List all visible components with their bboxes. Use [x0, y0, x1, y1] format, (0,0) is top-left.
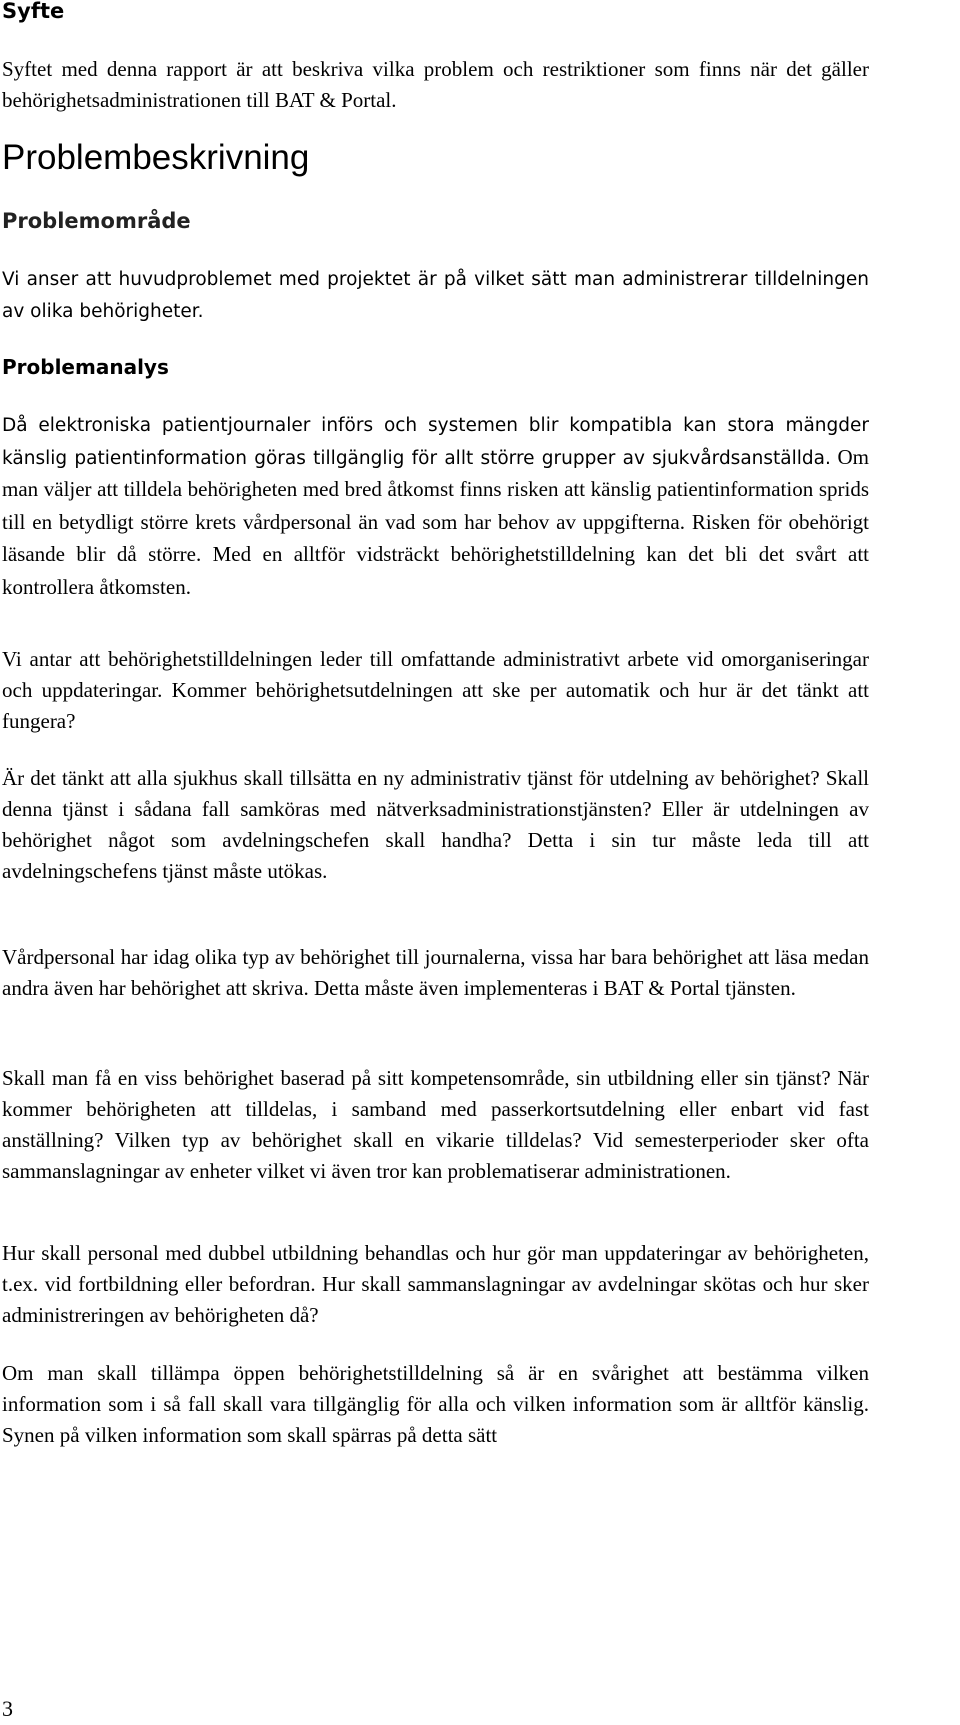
paragraph-syfte: Syftet med denna rapport är att beskriva vilka problem och restriktioner som finns när det gäller behörighetsadministrationen till BAT & Portal.: [2, 57, 869, 112]
paragraph-problemanalys-1-sans: Då elektroniska patientjournaler införs och systemen blir kompatibla kan stora mängder känslig patientinformation göras tillgänglig för allt större grupper av sjukvårdsanställda.: [2, 415, 869, 469]
heading-problembeskrivning: Problembeskrivning: [2, 138, 310, 177]
paragraph-problemanalys-1-serif: Om man väljer att tilldela behörigheten med bred åtkomst finns risken att känslig patientinformation sprids till en betydligt större krets vårdpersonal än vad som har behov av uppgifterna. Risken för obehörigt läsande blir då större. Med en alltför vidsträckt behörighetstilldelning kan det bli det svårt att kontrollera åtkomsten.: [2, 444, 869, 599]
section-heading-syfte: Syfte: [2, 0, 65, 23]
paragraph-5: Skall man få en viss behörighet baserad på sitt kompetensområde, sin utbildning eller sin tjänst? När kommer behörigheten att tilldelas, i samband med passerkortsutdelning eller enbart vid fast anställning? Vilken typ av behörighet skall en vikarie tilldelas? Vid semesterperioder sker ofta sammanslagningar av enheter vilket vi även tror kan problematiserar administrationen.: [2, 1066, 869, 1183]
heading-problemanalys: Problemanalys: [2, 355, 169, 379]
heading-problemomrade: Problemområde: [2, 209, 191, 233]
paragraph-problemomrade: Vi anser att huvudproblemet med projektet är på vilket sätt man administrerar tilldelningen av olika behörigheter.: [2, 269, 869, 322]
paragraph-3: Är det tänkt att alla sjukhus skall tillsätta en ny administrativ tjänst för utdelning av behörighet? Skall denna tjänst i sådana fall samköras med nätverksadministrationstjänsten? Eller är utdelningen av behörighet något som avdelningschefen skall handha? Detta i sin tur måste leda till att avdelningschefens tjänst måste utökas.: [2, 766, 869, 883]
paragraph-7: Om man skall tillämpa öppen behörighetstilldelning så är en svårighet att bestämma vilken information som i så fall skall vara tillgänglig för alla och vilken information som är alltför känslig. Synen på vilken information som skall spärras på detta sätt: [2, 1361, 869, 1447]
page-number: 3: [2, 1696, 13, 1721]
paragraph-6: Hur skall personal med dubbel utbildning behandlas och hur gör man uppdateringar av behörigheten, t.ex. vid fortbildning eller befordran. Hur skall sammanslagningar av avdelningar skötas och hur sker administreringen av behörigheten då?: [2, 1241, 869, 1327]
paragraph-2: Vi antar att behörighetstilldelningen leder till omfattande administrativt arbete vid omorganiseringar och uppdateringar. Kommer behörighetsutdelningen att ske per automatik och hur är det tänkt att fungera?: [2, 647, 869, 733]
paragraph-4: Vårdpersonal har idag olika typ av behörighet till journalerna, vissa har bara behörighet att läsa medan andra även har behörighet att skriva. Detta måste även implementeras i BAT & Portal tjänsten.: [2, 945, 869, 1000]
paragraph-problemanalys-1: [2, 410, 869, 604]
